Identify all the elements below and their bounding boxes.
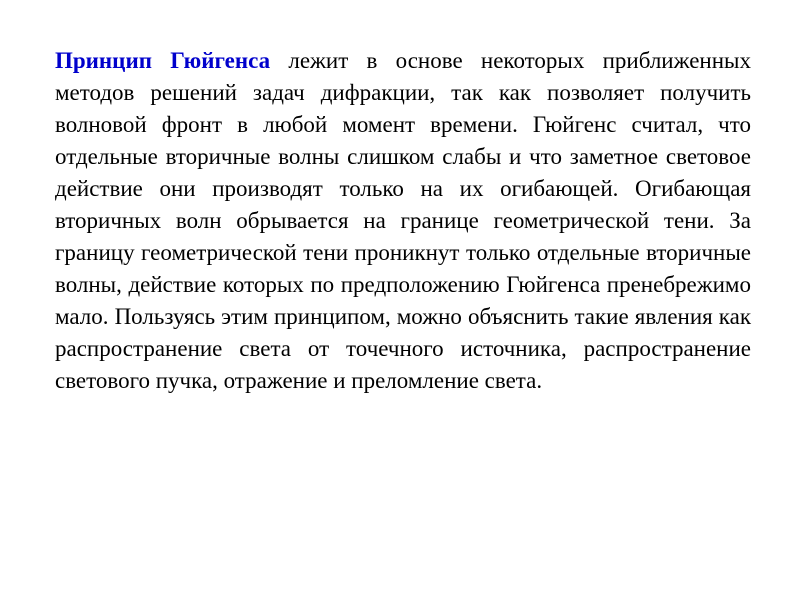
highlight-term: Принцип Гюйгенса [55,48,271,73]
paragraph-text: лежит в основе некоторых приближенных методов решений задач дифракции, так как позволяет получить волновой фронт в любой момент времени. Гюйгенс считал, что отдельные вторичные волны слишком слабы и что заметное световое действие они производят только на их огибающей. Огибающая вторичных волн обрывается на границе геометрической тени. За границу геометрической тени проникнут только отдельные вторичные волны, действие которых по предположению Гюйгенса пренебрежимо мало. Пользуясь этим принципом, можно объяснить такие явления как распространение света от точечного источника, распространение светового пучка, отражение и преломление света. [55,48,751,393]
paragraph [55,45,751,397]
